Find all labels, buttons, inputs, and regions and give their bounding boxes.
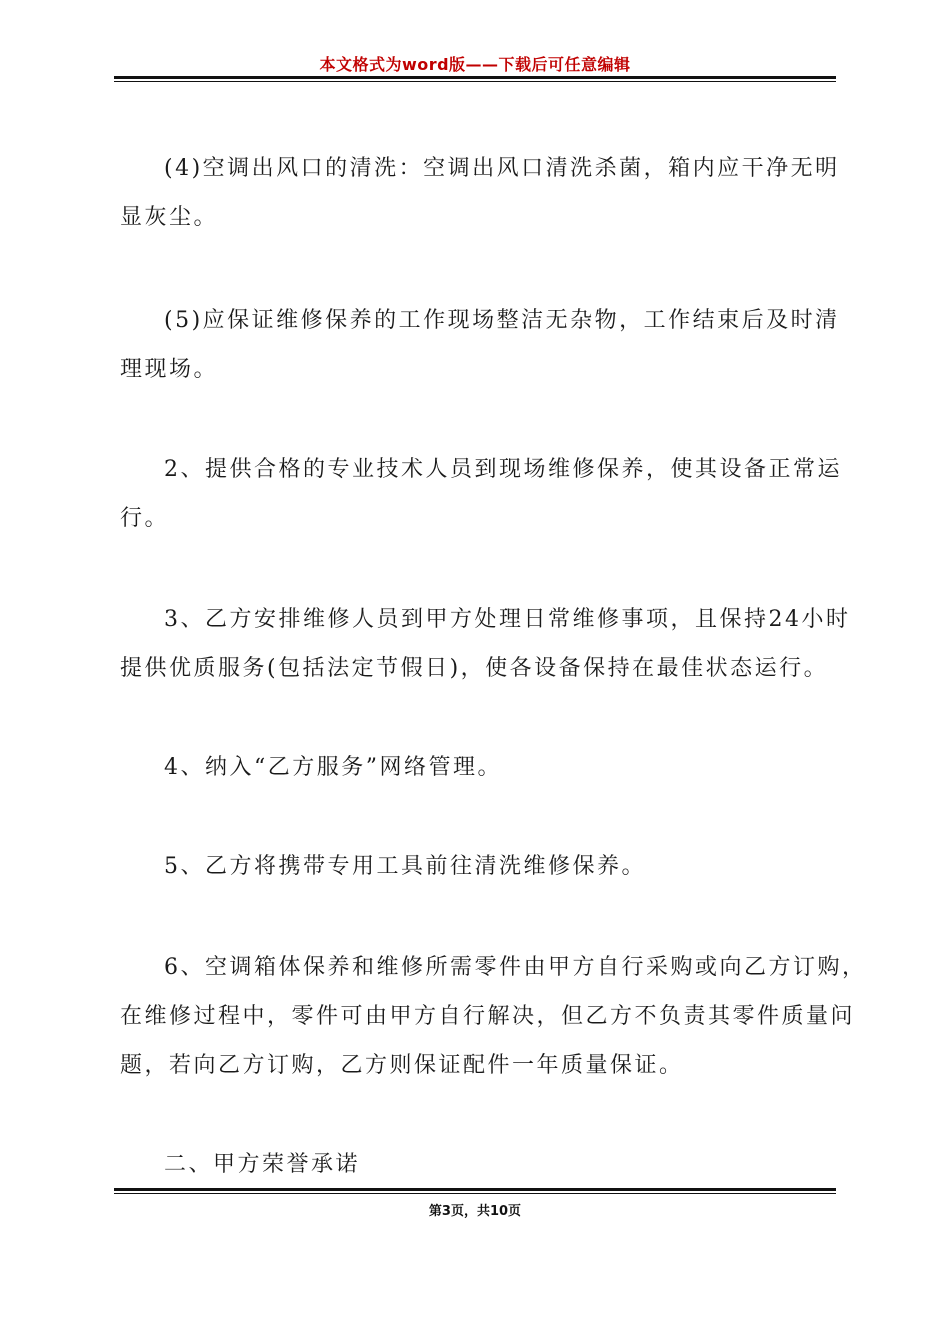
paragraph-line: 理现场。 xyxy=(120,357,219,382)
paragraph-line: 6、空调箱体保养和维修所需零件由甲方自行采购或向乙方订购， xyxy=(164,955,867,980)
paragraph-qualified-staff xyxy=(120,445,842,543)
paragraph-worksite-tidy xyxy=(120,296,840,394)
paragraph-line: (5)应保证维修保养的工作现场整洁无杂物，工作结束后及时清 xyxy=(164,308,840,333)
header-rule-thin xyxy=(114,81,836,82)
paragraph-daily-maintenance xyxy=(120,595,851,693)
paragraph-spare-parts xyxy=(120,943,867,1090)
paragraph-line: 2、提供合格的专业技术人员到现场维修保养，使其设备正常运 xyxy=(164,457,842,482)
footer-rule-thick xyxy=(114,1188,836,1191)
paragraph-line: 3、乙方安排维修人员到甲方处理日常维修事项，且保持24小时 xyxy=(164,607,851,632)
paragraph-air-outlet-cleaning xyxy=(120,144,840,242)
paragraph-line: (4)空调出风口的清洗：空调出风口清洗杀菌，箱内应干净无明 xyxy=(164,156,840,181)
paragraph-line: 5、乙方将携带专用工具前往清洗维修保养。 xyxy=(164,854,646,879)
paragraph-line: 题，若向乙方订购，乙方则保证配件一年质量保证。 xyxy=(120,1053,684,1078)
paragraph-line: 提供优质服务(包括法定节假日)，使各设备保持在最佳状态运行。 xyxy=(120,656,829,681)
header-rule-thick xyxy=(114,76,836,79)
paragraph-line: 在维修过程中，零件可由甲方自行解决，但乙方不负责其零件质量问 xyxy=(120,1004,856,1029)
paragraph-special-tools xyxy=(120,842,836,891)
page-number: 第3页，共10页 xyxy=(428,1204,522,1219)
paragraph-line: 4、纳入“乙方服务”网络管理。 xyxy=(164,755,502,780)
section-heading-line: 二、甲方荣誉承诺 xyxy=(164,1152,361,1177)
paragraph-line: 显灰尘。 xyxy=(120,205,219,230)
paragraph-line: 行。 xyxy=(120,506,170,531)
footer-rule-thin xyxy=(114,1193,836,1194)
paragraph-network-management xyxy=(120,743,836,792)
header-notice: 本文格式为word版——下载后可任意编辑 xyxy=(319,55,631,74)
section-heading-party-a-commitment xyxy=(120,1140,836,1189)
